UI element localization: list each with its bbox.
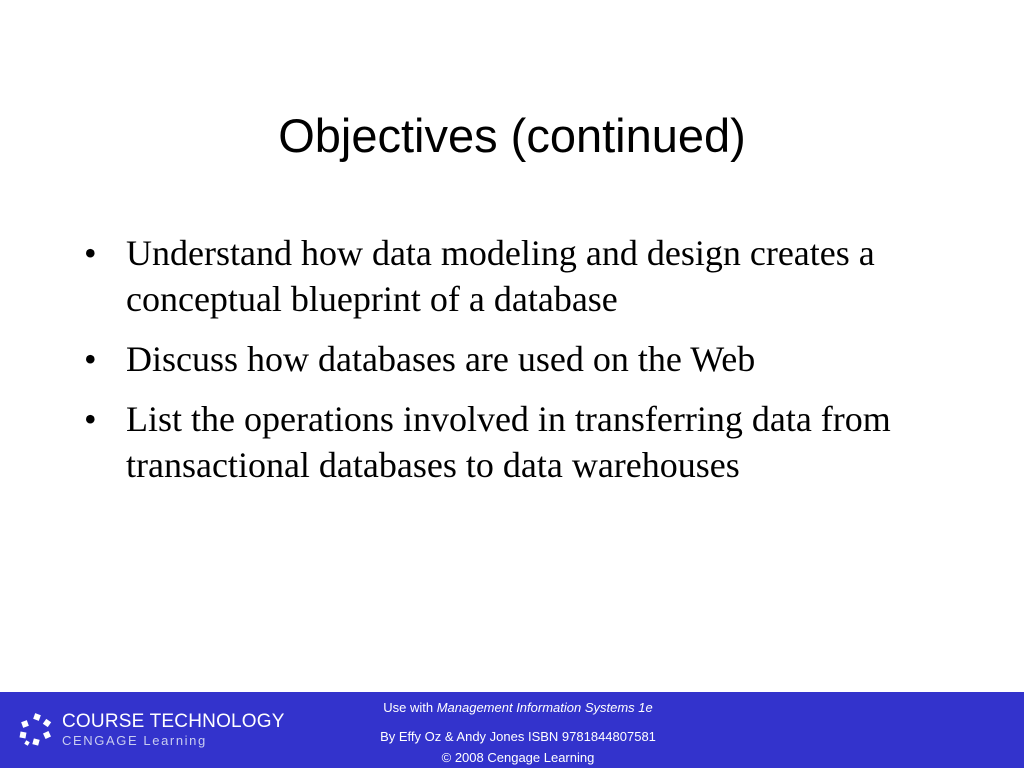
bullet-icon: •	[84, 339, 97, 379]
logo-text-course-technology: COURSE TECHNOLOGY	[62, 711, 285, 732]
bullet-icon: •	[84, 233, 97, 273]
bullet-text: Discuss how databases are used on the Web	[126, 339, 756, 379]
bullet-icon: •	[84, 399, 97, 439]
bullet-list	[84, 230, 904, 502]
bullet-item	[84, 230, 904, 322]
book-title: Management Information Systems 1e	[436, 700, 653, 715]
copyright: © 2008 Cengage Learning	[441, 750, 595, 765]
publisher-logo	[18, 710, 318, 750]
bullet-text: Understand how data modeling and design creates a conceptual blueprint of a database	[126, 233, 875, 319]
logo-text-cengage-learning: CENGAGE Learning	[62, 733, 207, 748]
footer-bar	[0, 692, 1024, 768]
authors-isbn: By Effy Oz & Andy Jones ISBN 9781844807581	[380, 729, 656, 744]
slide-title: Objectives (continued)	[278, 109, 746, 162]
bullet-item	[84, 336, 904, 382]
bullet-text: List the operations involved in transferring data from transactional databases to data warehouses	[126, 399, 891, 485]
use-with-line	[318, 700, 718, 716]
course-technology-logo-icon	[18, 712, 54, 748]
bullet-item	[84, 396, 904, 488]
use-with-prefix: Use with	[383, 700, 434, 715]
